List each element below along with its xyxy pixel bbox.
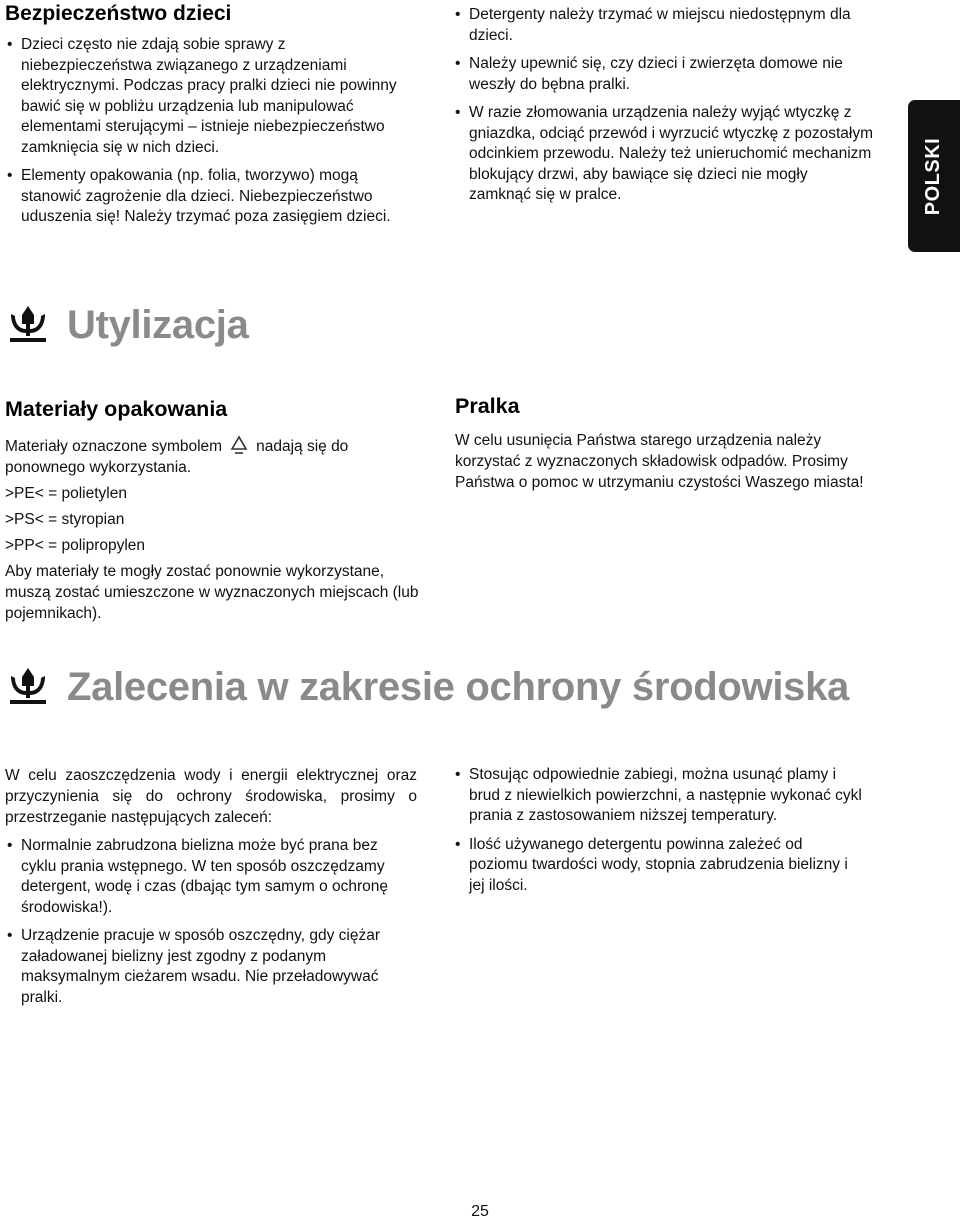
list-item: • Urządzenie pracuje w sposób oszczędny, gdy ciężar załadowanej bielizny jest zgodny z podanym maksymalnym cieżarem wsadu. Nie przeładowywać pralki. bbox=[5, 926, 417, 1008]
material-row bbox=[5, 509, 420, 530]
eco-intro: W celu zaoszczędzenia wody i energii elektrycznej oraz przyczynienia się do ochrony środowiska, prosimy o przestrzeganie następujących zaleceń: bbox=[5, 767, 417, 826]
disposal-heading bbox=[5, 302, 249, 348]
packaging-intro-after: nadają się do ponownego wykorzystania. bbox=[5, 437, 349, 476]
eco-heading bbox=[5, 664, 849, 710]
eco-list-left bbox=[5, 836, 417, 1008]
list-item: • Elementy opakowania (np. folia, tworzywo) mogą stanowić zagrożenie dla dzieci. Niebezpieczeństwo uduszenia się! Należy trzymać poza zasięgiem dzieci. bbox=[5, 166, 420, 228]
list-item: • W razie złomowania urządzenia należy wyjąć wtyczkę z gniazdka, odciąć przewód i wyrzucić wtyczkę z pozostałym odcinkiem przewodu. Należy też unieruchomić mechanizm blokujący drzwi, aby bawiące się dzieci nie mogły zamknąć się w pralce. bbox=[453, 103, 873, 206]
material-name: = polietylen bbox=[48, 484, 127, 502]
list-item: • Dzieci często nie zdają sobie sprawy z niebezpieczeństwa związanego z urządzeniami elektrycznymi. Podczas pracy pralki dzieci nie powinny bawić się w pobliżu urządzenia lub manipulować elementami sterującymi – istnieje niebezpieczeństwo zamknięcia się w nich dzieci. bbox=[5, 35, 420, 158]
packaging-intro-before: Materiały oznaczone symbolem bbox=[5, 437, 223, 455]
washer-text: W celu usunięcia Państwa starego urządzenia należy korzystać z wyznaczonych składowisk odpadów. Prosimy Państwa o pomoc w utrzymaniu czystości Waszego miasta! bbox=[455, 431, 864, 491]
material-name: = styropian bbox=[48, 510, 125, 528]
list-item: • Należy upewnić się, czy dzieci i zwierzęta domowe nie weszły do bębna pralki. bbox=[453, 54, 873, 95]
child-safety-title: Bezpieczeństwo dzieci bbox=[5, 2, 232, 25]
list-item: • Detergenty należy trzymać w miejscu niedostępnym dla dzieci. bbox=[453, 5, 873, 46]
material-row bbox=[5, 483, 420, 504]
materials-list bbox=[5, 483, 420, 556]
environment-flower-icon bbox=[5, 664, 51, 710]
environment-flower-icon bbox=[5, 302, 51, 348]
child-safety-list-right bbox=[453, 5, 873, 206]
list-item: • Ilość używanego detergentu powinna zależeć od poziomu twardości wody, stopnia zabrudzenia bielizny i jej ilości. bbox=[453, 835, 865, 897]
child-safety-right-column bbox=[453, 5, 873, 214]
washer-title: Pralka bbox=[455, 394, 520, 418]
packaging-intro bbox=[5, 435, 420, 478]
list-item: • Stosując odpowiednie zabiegi, można usunąć plamy i brud z niewielkich powierzchni, a następnie wykonać cykl prania z zastosowaniem niższej temperatury. bbox=[453, 765, 865, 827]
eco-list-right bbox=[453, 765, 865, 896]
material-code: >PP< bbox=[5, 536, 44, 554]
child-safety-list-left bbox=[5, 35, 420, 228]
material-name: = polipropylen bbox=[48, 536, 146, 554]
list-item: • Normalnie zabrudzona bielizna może być prana bez cyklu prania wstępnego. W ten sposób oszczędzamy detergent, wodę i czas (dbając tym samym o ochronę środowiska!). bbox=[5, 836, 417, 918]
page-number: 25 bbox=[471, 1203, 489, 1220]
language-tab bbox=[908, 100, 960, 252]
packaging-title: Materiały opakowania bbox=[5, 397, 228, 421]
packaging-closing: Aby materiały te mogły zostać ponownie wykorzystane, muszą zostać umieszczone w wyznaczonych miejscach (lub pojemnikach). bbox=[5, 562, 419, 622]
packaging-section bbox=[5, 397, 420, 624]
eco-right-column bbox=[453, 765, 865, 904]
eco-title: Zalecenia w zakresie ochrony środowiska bbox=[67, 665, 849, 709]
recycling-icon bbox=[228, 435, 250, 455]
eco-left-column bbox=[5, 765, 417, 1016]
material-code: >PS< bbox=[5, 510, 44, 528]
washer-section bbox=[455, 394, 880, 493]
material-row bbox=[5, 535, 420, 556]
language-tab-label: POLSKI bbox=[922, 137, 945, 215]
child-safety-section bbox=[5, 2, 420, 236]
disposal-title: Utylizacja bbox=[67, 303, 249, 347]
material-code: >PE< bbox=[5, 484, 44, 502]
